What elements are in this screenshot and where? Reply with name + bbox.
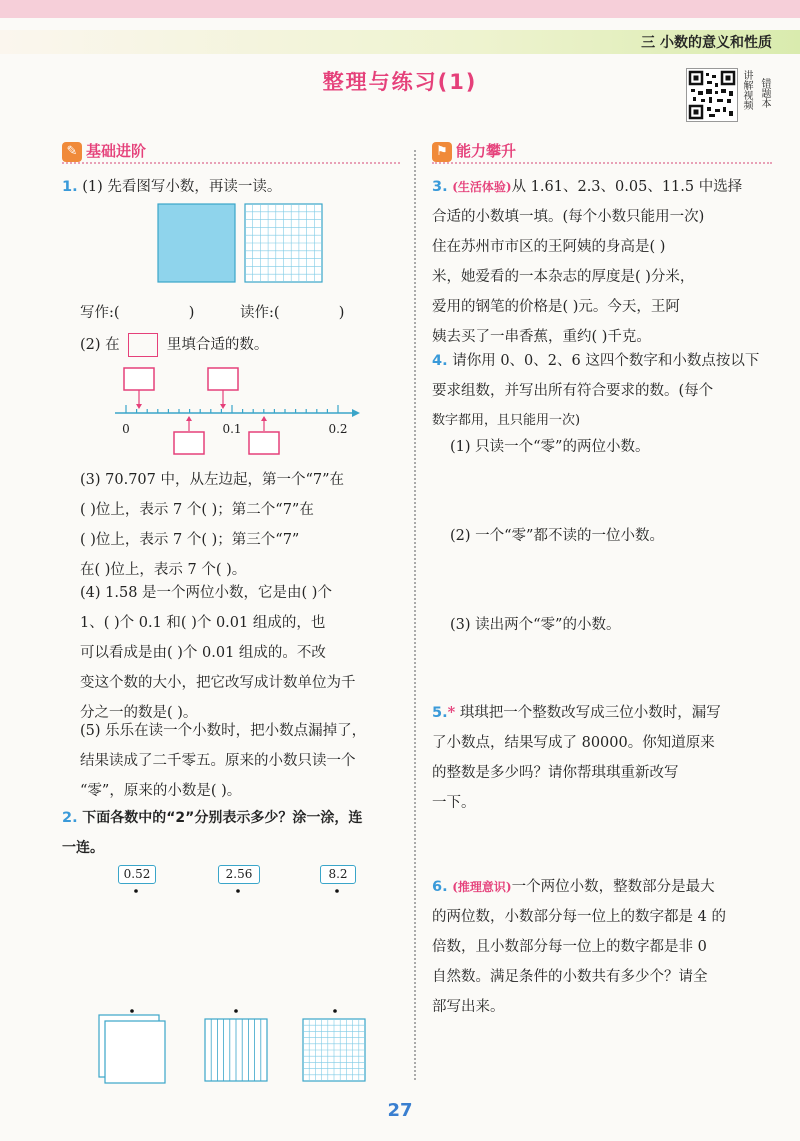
q2 [62, 803, 402, 863]
q1-number: 1. [62, 179, 78, 195]
q2-figures [95, 885, 375, 1090]
q5-line-4: 一下。 [432, 795, 476, 811]
read-label: 读作:( [240, 305, 280, 321]
p4-line-4: 变这个数的大小，把它改写成计数单位为千 [80, 675, 356, 691]
q3 [432, 172, 777, 352]
q1-p1: (1) 先看图写小数，再读一读。 [82, 179, 282, 195]
q4-sub-2: (2) 一个“零”都不读的一位小数。 [450, 528, 664, 544]
section-advanced-title: 能力攀升 [456, 142, 517, 160]
connect-dot-1[interactable] [134, 889, 138, 893]
page-number: 27 [387, 1100, 413, 1121]
p5-line-1: (5) 乐乐在读一个小数时，把小数点漏掉了， [80, 723, 367, 739]
number-card-2.56: 2.56 [218, 865, 260, 884]
answer-box-4[interactable] [249, 432, 279, 454]
p3-line-1: (3) 70.707 中，从左边起，第一个“7”在 [80, 472, 345, 488]
q4-sub-1: (1) 只读一个“零”的两位小数。 [450, 439, 650, 455]
top-color-band [0, 0, 800, 18]
q3-line-4: 米，她爱看的一本杂志的厚度是( )分米， [432, 269, 695, 285]
q5-line-3: 的整数是多少吗？请你帮琪琪重新改写 [432, 765, 679, 781]
write-label: 写作:( [80, 305, 120, 321]
q5 [432, 698, 777, 818]
connect-dot-5[interactable] [234, 1009, 238, 1013]
q4-sub-3: (3) 读出两个“零”的小数。 [450, 617, 621, 633]
qr-code[interactable] [686, 68, 738, 122]
p2-suffix: 里填合适的数。 [166, 337, 269, 353]
connect-dot-3[interactable] [335, 889, 339, 893]
q1-write-row [80, 298, 194, 328]
connect-dot-4[interactable] [130, 1009, 134, 1013]
q4 [432, 346, 777, 436]
stacked-squares-figure[interactable] [99, 1015, 165, 1083]
section-advanced-underline [432, 162, 772, 164]
write-close: ) [188, 305, 195, 321]
p3-line-4: 在( )位上，表示 7 个( )。 [80, 562, 247, 578]
q1-figures [155, 203, 327, 285]
q4-line-1: 请你用 0、0、2、6 这四个数字和小数点按以下 [452, 353, 760, 369]
p5-line-3: “零”，原来的小数是( )。 [80, 783, 242, 799]
q6-line-4: 自然数。满足条件的小数共有多少个？请全 [432, 969, 708, 985]
connect-dot-2[interactable] [236, 889, 240, 893]
page-title: 整理与练习(1) [322, 70, 478, 94]
number-line [110, 365, 360, 460]
tick-label-0.2: 0.2 [328, 422, 348, 436]
hundred-grid [245, 204, 322, 282]
p4-line-5: 分之一的数是( )。 [80, 705, 198, 721]
q3-number: 3. [432, 179, 448, 195]
q1-p2-row [80, 330, 268, 360]
q5-star-icon: * [447, 704, 456, 721]
tick-label-0: 0 [122, 422, 130, 436]
q2-line-1: 下面各数中的“2”分别表示多少？涂一涂，连 [82, 810, 363, 826]
p3-line-2: ( )位上，表示 7 个( )；第二个“7”在 [80, 502, 314, 518]
q2-line-2: 一连。 [62, 840, 104, 856]
section-basic [62, 140, 146, 164]
q6-tag: (推理意识) [452, 880, 512, 894]
q1-p4 [80, 578, 405, 728]
tenths-strip-figure[interactable] [205, 1019, 267, 1081]
q3-tag: (生活体验) [452, 180, 512, 194]
q6-line-1: 一个两位小数，整数部分是最大 [511, 879, 715, 895]
q1-read-row [240, 298, 344, 328]
p4-line-3: 可以看成是由( )个 0.01 组成的。不改 [80, 645, 326, 661]
column-divider [414, 150, 416, 1080]
q1-p5 [80, 716, 405, 806]
answer-box-3[interactable] [174, 432, 204, 454]
answer-box-1[interactable] [124, 368, 154, 390]
shaded-whole-square [158, 204, 235, 282]
chapter-title: 三 小数的意义和性质 [641, 35, 772, 51]
section-basic-underline [62, 162, 400, 164]
read-close: ) [338, 305, 345, 321]
p2-prefix: (2) 在 [80, 337, 120, 353]
number-card-0.52: 0.52 [118, 865, 156, 884]
q4-number: 4. [432, 353, 448, 369]
q5-number: 5. [432, 705, 448, 721]
section-advanced-icon: ⚑ [432, 142, 452, 162]
q3-line-2: 合适的小数填一填。(每个小数只能用一次) [432, 209, 705, 225]
q1-line-1 [62, 172, 281, 202]
p4-line-1: (4) 1.58 是一个两位小数，它是由( )个 [80, 585, 332, 601]
q4-line-3: 数字都用，且只能用一次) [432, 413, 581, 428]
q5-line-2: 了小数点，结果写成了 80000。你知道原来 [432, 735, 715, 751]
q2-number: 2. [62, 810, 78, 826]
section-basic-icon: ✎ [62, 142, 82, 162]
section-basic-title: 基础进阶 [86, 142, 147, 160]
q4-line-2: 要求组数，并写出所有符合要求的数。(每个 [432, 383, 714, 399]
p4-line-2: 1、( )个 0.1 和( )个 0.01 组成的，也 [80, 615, 326, 631]
connect-dot-6[interactable] [333, 1009, 337, 1013]
q6-line-5: 部写出来。 [432, 999, 505, 1015]
number-card-8.2: 8.2 [320, 865, 356, 884]
q6-line-2: 的两位数，小数部分每一位上的数字都是 4 的 [432, 909, 726, 925]
tick-label-0.1: 0.1 [222, 422, 242, 436]
q3-line-6: 姨去买了一串香蕉，重约( )千克。 [432, 329, 651, 345]
section-advanced [432, 140, 516, 164]
p5-line-2: 结果读成了二千零五。原来的小数只读一个 [80, 753, 356, 769]
q5-line-1: 琪琪把一个整数改写成三位小数时，漏写 [459, 705, 721, 721]
qr-caption-2: 错题本 [759, 78, 770, 108]
qr-code-icon [687, 69, 737, 121]
answer-box-2[interactable] [208, 368, 238, 390]
q3-line-1: 从 1.61、2.3、0.05、11.5 中选择 [511, 179, 743, 195]
q6-number: 6. [432, 879, 448, 895]
q6-line-3: 倍数，且小数部分每一位上的数字都是非 0 [432, 939, 707, 955]
hundredths-grid-figure[interactable] [303, 1019, 365, 1081]
p3-line-3: ( )位上，表示 7 个( )；第三个“7” [80, 532, 300, 548]
q3-line-5: 爱用的钢笔的价格是( )元。今天，王阿 [432, 299, 680, 315]
p2-example-box [128, 333, 158, 357]
q6 [432, 872, 777, 1022]
q1-p3 [80, 465, 405, 585]
qr-caption: 讲解视频 [741, 70, 752, 110]
q3-line-3: 住在苏州市市区的王阿姨的身高是( ) [432, 239, 666, 255]
